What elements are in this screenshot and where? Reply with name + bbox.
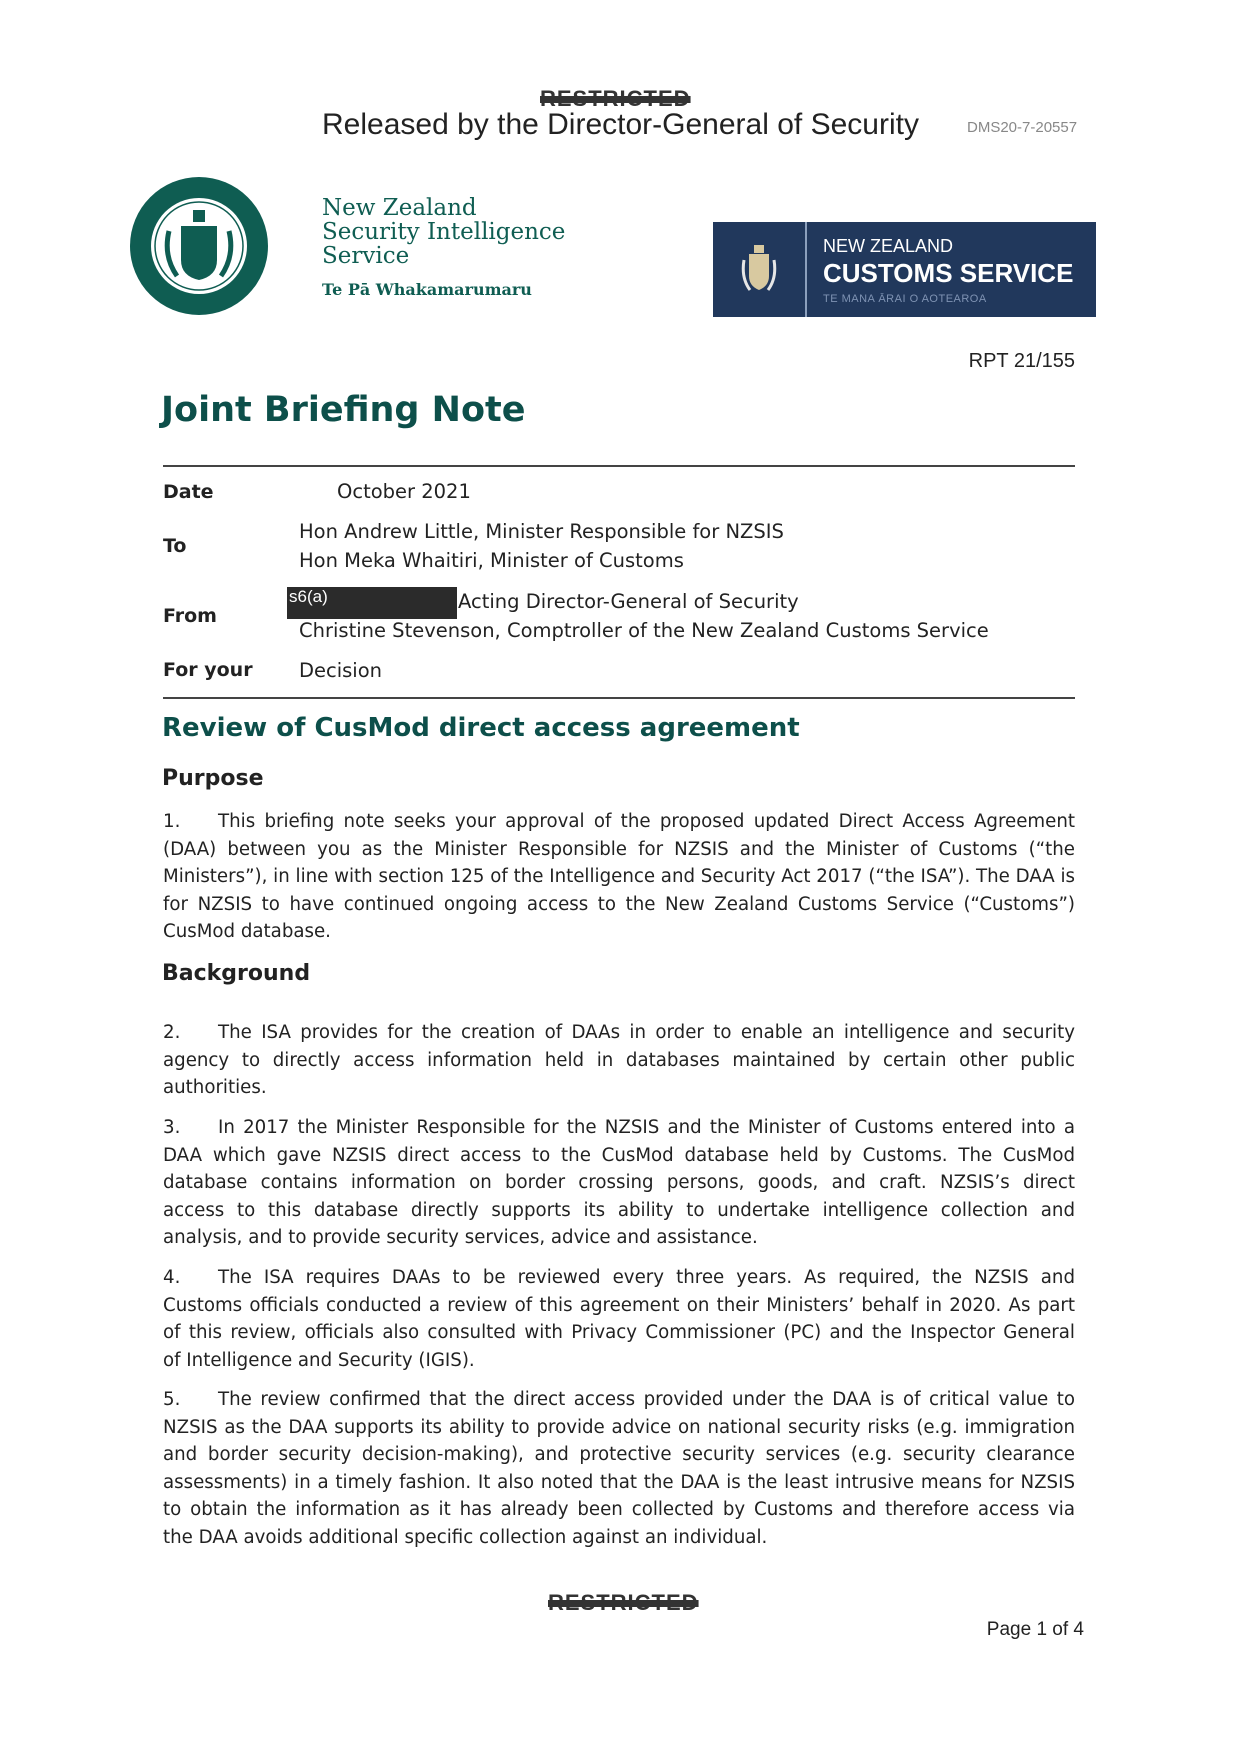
paragraph-line: for NZSIS to have continued ongoing access to the New Zealand Customs Service (“Customs”) (163, 893, 1075, 915)
paragraph-number: 4. (163, 1267, 181, 1288)
customs-line3: TE MANA ĀRAI O AOTEAROA (823, 293, 987, 305)
report-number: RPT 21/155 (968, 350, 1075, 372)
restricted-marking-top: RESTRICTED (540, 86, 691, 111)
redaction-box: s6(a) (287, 587, 457, 619)
paragraph-line: CusMod database. (163, 921, 331, 943)
nzsis-seal-logo (129, 176, 269, 320)
paragraph-line: 3. In 2017 the Minister Responsible for the NZSIS and the Minister of Customs entered into a (163, 1114, 1075, 1142)
restricted-marking-bottom: RESTRICTED (548, 1590, 699, 1615)
paragraph-1 (163, 808, 1075, 946)
divider (163, 697, 1075, 699)
paragraph-line: authorities. (163, 1077, 267, 1099)
paragraph-line: access to this database directly supports its ability to undertake intelligence collection and (163, 1199, 1075, 1221)
date-value: October 2021 (337, 480, 471, 503)
nzsis-line1: New Zealand (322, 195, 477, 221)
paragraph-4 (163, 1264, 1075, 1374)
nzsis-line3: Service (322, 243, 410, 269)
paragraph-number: 2. (163, 1022, 181, 1043)
nzsis-maori-name: Te Pā Whakamarumaru (322, 280, 532, 299)
from-label: From (163, 605, 217, 627)
to-label: To (163, 535, 187, 557)
customs-logo (713, 222, 1096, 317)
paragraph-number: 3. (163, 1117, 181, 1138)
for-your-label: For your (163, 659, 253, 681)
paragraph-line: the DAA avoids additional specific collection against an individual. (163, 1526, 768, 1548)
paragraph-line: of this review, officials also consulted with Privacy Commissioner (PC) and the Inspector General (163, 1322, 1075, 1344)
paragraph-line: 1. This briefing note seeks your approval of the proposed updated Direct Access Agreement (163, 808, 1075, 836)
purpose-heading: Purpose (162, 766, 264, 791)
date-label: Date (163, 481, 214, 503)
paragraph-line: and border security decision-making), and protective security services (e.g. security clearance (163, 1444, 1075, 1466)
paragraph-line: DAA which gave NZSIS direct access to the CusMod database held by Customs. The CusMod (163, 1144, 1075, 1166)
paragraph-line: Customs officials conducted a review of this agreement on their Ministers’ behalf in 2020. As part (163, 1294, 1075, 1316)
paragraph-line: (DAA) between you as the Minister Responsible for NZSIS and the Minister of Customs (“the (163, 838, 1075, 860)
paragraph-5 (163, 1386, 1075, 1552)
customs-line1: NEW ZEALAND (823, 236, 954, 256)
paragraph-line: Ministers”), in line with section 125 of the Intelligence and Security Act 2017 (“the ISA”). The DAA is (163, 866, 1076, 888)
nzsis-line2: Security Intelligence (322, 219, 566, 245)
coat-of-arms-icon (713, 222, 807, 317)
paragraph-line: 5. The review confirmed that the direct access provided under the DAA is of critical value to (163, 1386, 1075, 1414)
paragraph-number: 1. (163, 811, 181, 832)
for-your-value: Decision (299, 659, 383, 682)
seal-text: . (199, 316, 200, 317)
paragraph-line: assessments) in a timely fashion. It also noted that the DAA is the least intrusive means for NZSIS (163, 1471, 1075, 1493)
document-reference: DMS20-7-20557 (967, 119, 1078, 136)
to-recipient-2: Hon Meka Whaitiri, Minister of Customs (299, 549, 684, 572)
background-heading: Background (162, 961, 311, 986)
page-title: Joint Briefing Note (161, 390, 526, 430)
paragraph-line: to obtain the information as it has already been collected by Customs and therefore access via (163, 1499, 1075, 1521)
paragraph-line: agency to directly access information held in databases maintained by certain other public (163, 1049, 1075, 1071)
paragraph-line: 2. The ISA provides for the creation of DAAs in order to enable an intelligence and security (163, 1019, 1075, 1047)
page-number: Page 1 of 4 (986, 1619, 1084, 1640)
paragraph-number: 5. (163, 1389, 181, 1410)
paragraph-line: 4. The ISA requires DAAs to be reviewed every three years. As required, the NZSIS and (163, 1264, 1075, 1292)
divider (163, 465, 1075, 467)
from-sender-1: Acting Director-General of Security (458, 590, 799, 613)
nzsis-wordmark (322, 196, 565, 302)
paragraph-line: of Intelligence and Security (IGIS). (163, 1349, 475, 1371)
paragraph-line: database contains information on border crossing persons, goods, and craft. NZSIS’s direct (163, 1172, 1075, 1194)
subject-heading: Review of CusMod direct access agreement (162, 713, 800, 743)
paragraph-line: NZSIS as the DAA supports its ability to provide advice on national security risks (e.g. immigration (163, 1416, 1075, 1438)
to-recipient-1: Hon Andrew Little, Minister Responsible for NZSIS (299, 520, 784, 543)
from-sender-2: Christine Stevenson, Comptroller of the New Zealand Customs Service (299, 619, 989, 642)
customs-line2: CUSTOMS SERVICE (823, 258, 1074, 288)
release-note: Released by the Director-General of Security (322, 108, 919, 141)
paragraph-2 (163, 1019, 1075, 1102)
paragraph-line: analysis, and to provide security services, advice and assistance. (163, 1227, 758, 1249)
paragraph-3 (163, 1114, 1075, 1252)
